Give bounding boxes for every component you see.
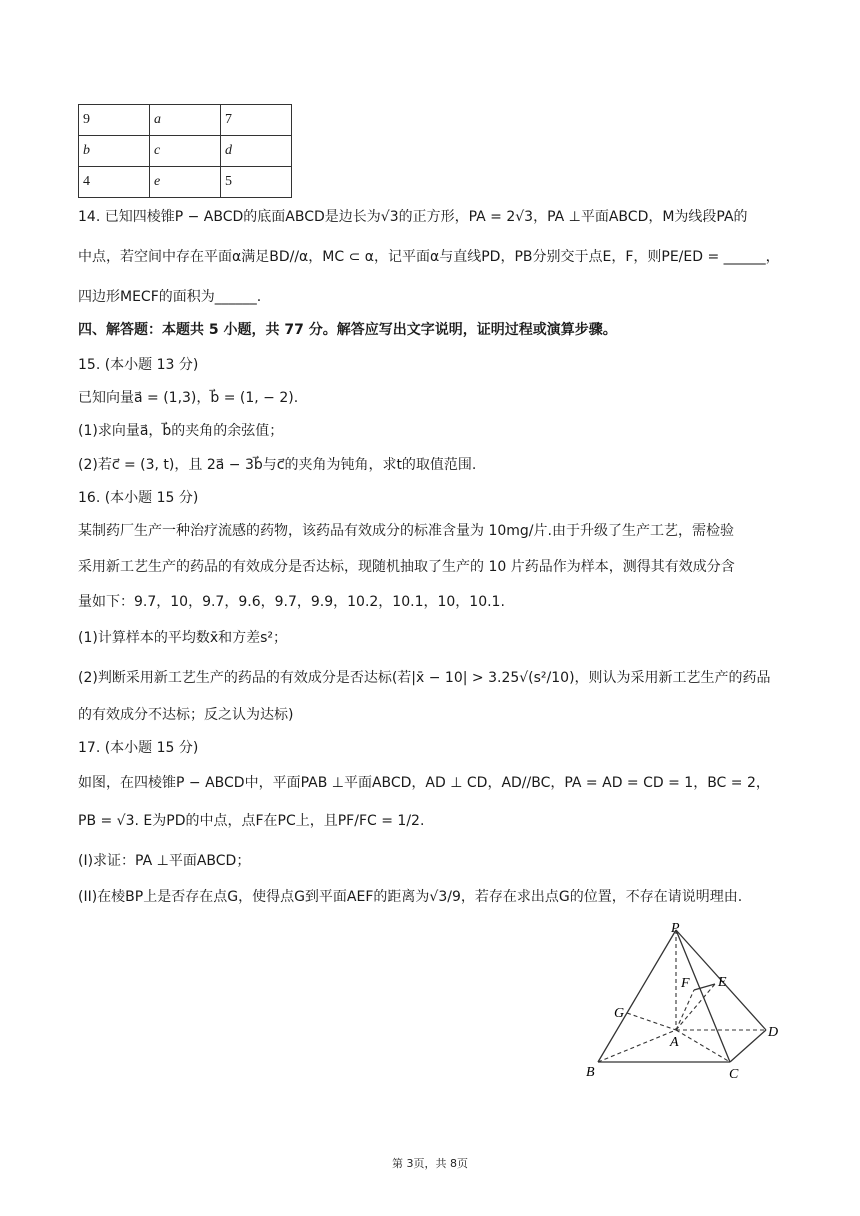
- label-f: F: [681, 976, 690, 991]
- label-p: P: [671, 921, 680, 936]
- label-b: B: [586, 1065, 595, 1080]
- table-cell: 4: [79, 167, 150, 198]
- pyramid-figure: [578, 918, 788, 1083]
- table-row: [79, 167, 292, 198]
- edge-ga: [627, 1013, 676, 1030]
- edge-pc: [676, 930, 730, 1062]
- q15-part-1: (1)求向量a⃗，b⃗的夹角的余弦值；: [78, 423, 284, 439]
- q16-part-2a: (2)判断采用新工艺生产的药品的有效成分是否达标(若|x̄ − 10| > 3.25√(s²/10)，则认为采用新工艺生产的药品: [78, 670, 771, 686]
- q15-line-1: 已知向量a⃗ = (1,3)，b⃗ = (1, − 2).: [78, 390, 299, 406]
- edge-fe: [694, 984, 715, 990]
- table-cell: b: [79, 136, 150, 167]
- q14-line-1: 14. 已知四棱锥P − ABCD的底面ABCD是边长为√3的正方形，PA = 2√3，PA ⊥平面ABCD，M为线段PA的: [78, 209, 748, 225]
- table-cell: 7: [221, 105, 292, 136]
- edge-af: [676, 990, 694, 1030]
- q17-line-2: PB = √3. E为PD的中点，点F在PC上，且PF/FC = 1/2.: [78, 813, 425, 829]
- q17-part-1: (I)求证：PA ⊥平面ABCD；: [78, 853, 251, 869]
- edge-pb: [598, 930, 676, 1062]
- label-a: A: [670, 1035, 679, 1050]
- table-cell: 5: [221, 167, 292, 198]
- q15-header: 15. (本小题 13 分): [78, 357, 199, 373]
- table-row: [79, 136, 292, 167]
- label-d: D: [768, 1025, 779, 1040]
- label-c: C: [729, 1067, 739, 1082]
- edge-ac: [676, 1030, 730, 1062]
- q16-header: 16. (本小题 15 分): [78, 490, 199, 506]
- label-e: E: [718, 975, 727, 990]
- table-cell: a: [150, 105, 221, 136]
- q16-part-1: (1)计算样本的平均数x̄和方差s²；: [78, 630, 288, 646]
- table-cell: e: [150, 167, 221, 198]
- q16-part-2b: 的有效成分不达标；反之认为达标): [78, 707, 294, 723]
- q17-part-2: (II)在棱BP上是否存在点G，使得点G到平面AEF的距离为√3/9，若存在求出点G的位置，不存在请说明理由.: [78, 889, 743, 905]
- q17-line-1: 如图，在四棱锥P − ABCD中，平面PAB ⊥平面ABCD，AD ⊥ CD，AD//BC，PA = AD = CD = 1，BC = 2，: [78, 775, 770, 791]
- q14-line-3: 四边形MECF的面积为______.: [78, 289, 262, 305]
- q14-line-2: 中点，若空间中存在平面α满足BD//α，MC ⊂ α，记平面α与直线PD，PB分别交于点E，F，则PE/ED = ______，: [78, 249, 780, 265]
- value-grid: [78, 104, 292, 198]
- q17-header: 17. (本小题 15 分): [78, 740, 199, 756]
- table-cell: 9: [79, 105, 150, 136]
- edge-cd: [730, 1030, 766, 1062]
- table-cell: d: [221, 136, 292, 167]
- edge-ba: [598, 1030, 676, 1062]
- table-cell: c: [150, 136, 221, 167]
- table-row: [79, 105, 292, 136]
- q16-line-3: 量如下：9.7，10，9.7，9.6，9.7，9.9，10.2，10.1，10，10.1.: [78, 594, 505, 610]
- q15-part-2: (2)若c⃗ = (3, t)，且 2a⃗ − 3b⃗与c⃗的夹角为钝角，求t的取值范围.: [78, 457, 477, 473]
- q16-line-1: 某制药厂生产一种治疗流感的药物，该药品有效成分的标准含量为 10mg/片.由于升级了生产工艺，需检验: [78, 523, 734, 539]
- section-heading: 四、解答题：本题共 5 小题，共 77 分。解答应写出文字说明，证明过程或演算步骤。: [78, 322, 617, 338]
- q16-line-2: 采用新工艺生产的药品的有效成分是否达标，现随机抽取了生产的 10 片药品作为样本，测得其有效成分含: [78, 559, 735, 575]
- page-footer: 第 3页，共 8页: [392, 1157, 468, 1170]
- label-g: G: [614, 1006, 625, 1021]
